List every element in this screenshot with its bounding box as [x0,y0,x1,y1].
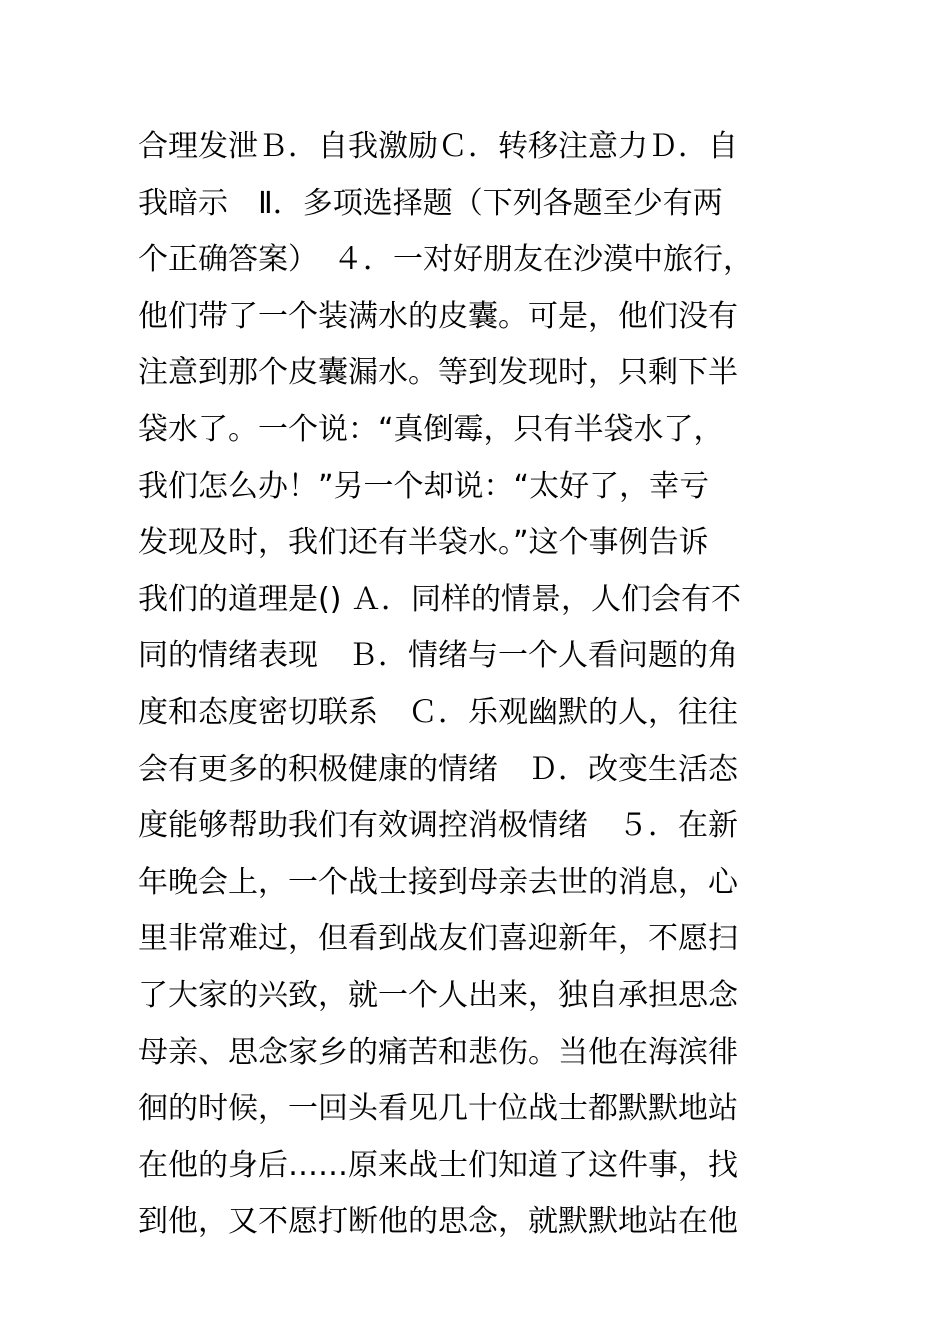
text-line: 年晚会上，一个战士接到母亲去世的消息，心 [138,864,738,900]
text-line: 徊的时候，一回头看见几十位战士都默默地站 [138,1091,738,1127]
text-line: 袋水了。一个说：“真倒霉，只有半袋水了， [138,411,724,447]
text-line: 了大家的兴致，就一个人出来，独自承担思念 [138,977,738,1013]
text-line: 度和态度密切联系 Ｃ．乐观幽默的人，往往 [138,694,738,730]
text-line: 母亲、思念家乡的痛苦和悲伤。当他在海滨徘 [138,1034,738,1070]
text-line: 度能够帮助我们有效调控消极情绪 ５．在新 [138,808,738,844]
text-line: 到他，又不愿打断他的思念，就默默地站在他 [138,1204,738,1240]
text-line: 个正确答案） ４．一对好朋友在沙漠中旅行， [138,242,753,278]
text-line: 合理发泄Ｂ．自我激励Ｃ．转移注意力Ｄ．自 [138,129,738,164]
text-line: 注意到那个皮囊漏水。等到发现时，只剩下半 [138,355,738,391]
text-line: 同的情绪表现 Ｂ．情绪与一个人看问题的角 [138,638,738,674]
text-line: 我们怎么办！”另一个却说：“太好了，幸亏 [138,468,710,504]
text-line: 在他的身后……原来战士们知道了这件事，找 [138,1147,738,1183]
text-line: 里非常难过，但看到战友们喜迎新年，不愿扫 [138,921,738,957]
text-line: 他们带了一个装满水的皮囊。可是，他们没有 [138,298,738,334]
text-line: 我们的道理是() Ａ．同样的情景，人们会有不 [138,581,741,617]
text-line: 会有更多的积极健康的情绪 Ｄ．改变生活态 [138,751,738,787]
body-text [138,119,838,1251]
text-line: 发现及时，我们还有半袋水。”这个事例告诉 [138,525,709,561]
text-line: 我暗示 Ⅱ．多项选择题（下列各题至少有两 [138,185,723,221]
